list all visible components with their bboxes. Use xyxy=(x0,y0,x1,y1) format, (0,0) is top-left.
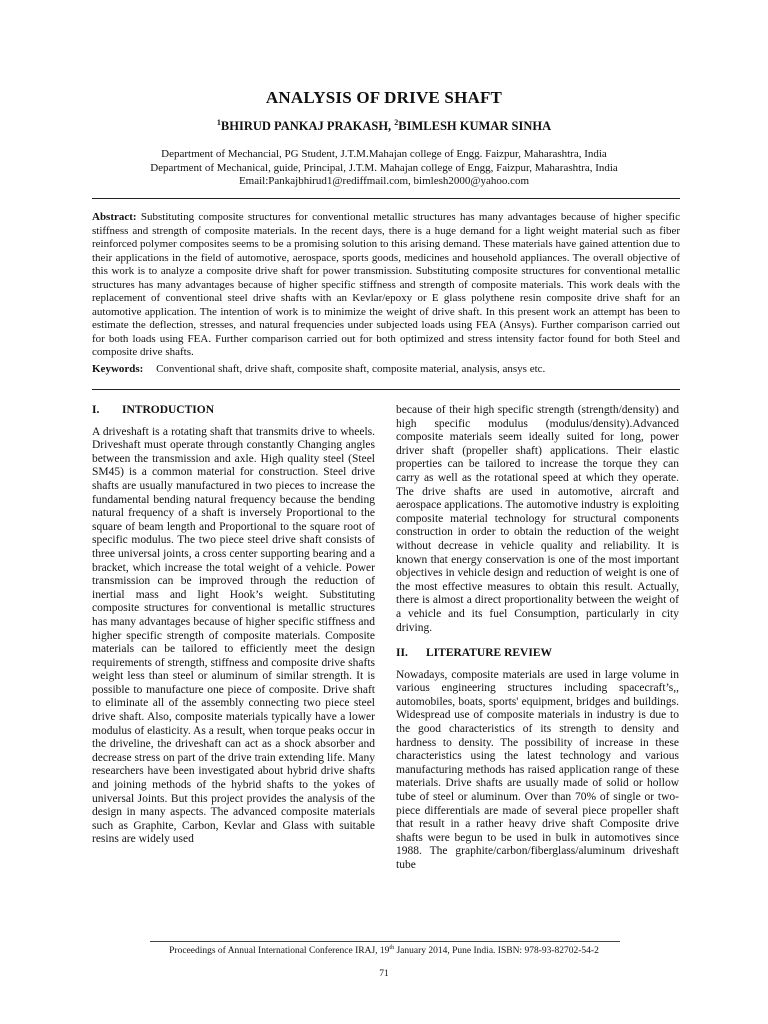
column-right xyxy=(396,404,679,873)
introduction-paragraph: A driveshaft is a rotating shaft that transmits drive to wheels. Driveshaft must operate through constantly Changing angles between the transmission and axle. High quality steel (Steel SM45) is a common material for construction. Steel drive shafts are usually manufactured in two pieces to increase the fundamental bending natural frequency because the bending natural frequency of a shaft is inversely Proportional to the square of beam length and Proportional to the square root of specific modulus. The two piece steel drive shaft consists of three universal joints, a cross center supporting bearing and a bracket, which increase the total weight of a vehicle. Power transmission can be improved through the reduction of inertial mass and light Hook’s weight. Substituting composite structures for conventional is metallic structures has many advantages because of higher specific stiffness and higher specific strength of composite materials. Composite materials can be tailored to efficiently meet the design requirements of strength, stiffness and composite drive shafts weight less than steel or aluminum of similar strength. It is possible to manufacture one piece of composite. Drive shaft to eliminate all of the assembly connecting two piece steel drive shaft. Also, composite materials typically have a lower modulus of elasticity. As a result, when torque peaks occur in the driveline, the driveshaft can act as a shock absorber and decrease stress on part of the drive train extending life. Many researchers have been investigated about hybrid drive shafts and joining methods of the hybrid shafts to the yokes of universal Joints. But this project provides the analysis of the design in many aspects. The advanced composite materials such as Graphite, Carbon, Kevlar and Glass with suitable resins are widely used xyxy=(92,425,375,846)
column-left xyxy=(92,404,375,847)
footer-text-pre: Proceedings of Annual International Conference IRAJ, 19 xyxy=(169,946,390,957)
literature-review-paragraph: Nowadays, composite materials are used in large volume in various engineering structures including spacecraft’s,, automobiles, boats, sports' equipment, bridges and buildings. Widespread use of composite materials in industry is due to the good characteristics of its strength to density and hardness to density. The possibility of increase in these characteristics using the latest technology and various manufacturing methods has raised application range of these materials. Drive shafts are usually made of solid or hollow tube of steel or aluminum. Over than 70% of single or two-piece differentials are made of several piece propeller shaft that result in a rather heavy drive shaft Composite drive shafts were begun to be used in bulk in automotives since 1988. The graphite/carbon/fiberglass/aluminum driveshaft tube xyxy=(396,668,679,871)
affiliation-2: Department of Mechanical, guide, Principal, J.T.M. Mahajan college of Engg, Faizpur, Maharashtra, India xyxy=(150,161,618,174)
section-number: I. xyxy=(92,404,100,416)
keywords-text: Conventional shaft, drive shaft, composite shaft, composite material, analysis, ansys etc. xyxy=(156,363,546,375)
footer-superscript: th xyxy=(389,945,395,951)
page-number: 71 xyxy=(379,969,389,979)
keywords-label: Keywords: xyxy=(92,363,144,375)
section-heading-literature-review xyxy=(396,647,679,661)
keywords xyxy=(92,363,680,377)
footer-text-post: January 2014, Pune India. ISBN: 978-93-82702-54-2 xyxy=(396,946,599,957)
author-line xyxy=(0,118,768,134)
author2-name: BIMLESH KUMAR SINHA xyxy=(398,119,552,134)
affiliations xyxy=(0,148,768,189)
affiliation-email: Email:Pankajbhirud1@rediffmail.com, bimlesh2000@yahoo.com xyxy=(238,175,530,187)
abstract-text: Substituting composite structures for conventional metallic structures has many advantages because of higher specific stiffness and strength of composite materials. In the recent days, there is a huge demand for a light weight material such as fiber reinforced polymer composites seems to be a promising solution to this arising demand. These materials have gained attention due to their applications in the field of automotive, aerospace, sports goods, medicines and household appliances. The overall objective of this work is to analyze a composite drive shaft for power transmission. Substituting composite structures for conventional metallic structures has many advantages because of higher specific stiffness and strength of composite materials. This work deals with the replacement of conventional steel drive shafts with an Kevlar/epoxy or E glass polythene resin composite drive shaft for an automotive application. The intention of work is to minimize the weight of drive shaft. In this present work an attempt has been to estimate the deflection, stresses, and natural frequencies under subjected loads using FEA (Ansys). Further comparison carried out for both loads using FEA. Further comparison carried out for both optimized and stress intensity factor found for both Steel and composite drive shafts. xyxy=(92,211,680,358)
author1-superscript: 1 xyxy=(216,118,221,127)
paper-title: ANALYSIS OF DRIVE SHAFT xyxy=(265,88,503,107)
introduction-continued: because of their high specific strength (strength/density) and high specific modulus (modulus/density).Advanced composite materials seem ideally suited for long, power driver shaft (propeller shaft) applications. Their elastic properties can be tailored to increase the torque they can carry as well as the rotational speed at which they operate. The drive shafts are used in automotive, aircraft and aerospace applications. The automotive industry is exploiting composite material technology for structural components construction in order to obtain the reduction of the weight without decrease in vehicle quality and reliability. It is known that energy conservation is one of the most important objectives in vehicle design and reduction of weight is one of the most effective measures to obtain this result. Actually, there is almost a direct proportionality between the weight of a vehicle and its fuel Consumption, particularly in city driving. xyxy=(396,404,679,634)
divider-top xyxy=(92,198,680,199)
affiliation-1: Department of Mechancial, PG Student, J.T.M.Mahajan college of Engg. Faizpur, Maharashtra, India xyxy=(161,148,607,160)
abstract xyxy=(92,211,680,360)
abstract-label: Abstract: xyxy=(92,211,137,223)
section-title: LITERATURE REVIEW xyxy=(426,647,552,660)
divider-bottom xyxy=(92,389,680,390)
footer-citation xyxy=(0,945,768,956)
section-title: INTRODUCTION xyxy=(122,404,215,416)
author1-name: BHIRUD PANKAJ PRAKASH, xyxy=(220,119,392,134)
footer-divider xyxy=(150,941,620,942)
section-number: II. xyxy=(396,647,408,660)
section-heading-introduction xyxy=(92,404,375,418)
author2-superscript: 2 xyxy=(394,118,399,127)
